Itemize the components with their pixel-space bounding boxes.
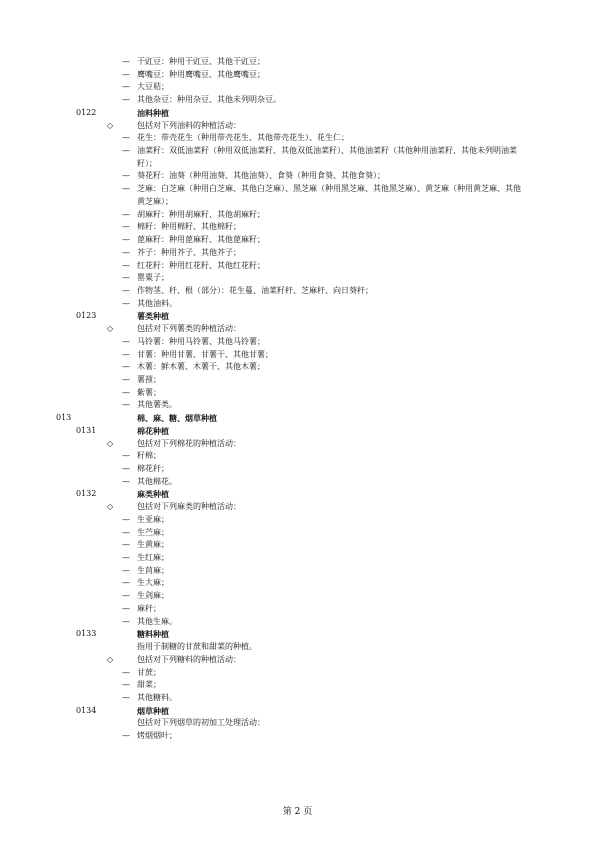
class-heading [0,488,595,501]
class-heading [0,628,595,641]
item-text: 芝麻：白芝麻（种用白芝麻、其他白芝麻）、黑芝麻（种用黑芝麻、其他黑芝麻）、黄芝麻（种用黄芝麻、其他黄芝麻）； [137,184,521,206]
class-code: 0134 [76,705,97,715]
dash-bullet: — [122,222,130,232]
list-item [0,374,595,387]
list-item [0,450,595,463]
class-code: 0132 [76,489,97,499]
list-item [0,717,595,730]
list-item [0,667,595,680]
class-code: 013 [56,413,72,423]
item-text: 生亚麻； [137,514,169,524]
dash-bullet: — [122,260,130,270]
item-text: 棉籽：种用棉籽、其他棉籽； [137,222,241,232]
list-item [0,170,595,183]
item-text: 作物茎、秆、根（部分）：花生蔓、油菜籽秆、芝麻秆、向日葵秆； [137,285,373,295]
item-text: 棉花秆； [137,464,169,473]
item-text: 鹰嘴豆：种用鹰嘴豆、其他鹰嘴豆； [137,69,265,79]
item-text: 包括对下列油料的种植活动： [137,120,241,130]
list-item [0,272,595,285]
class-code: 0131 [76,425,97,435]
item-text: 干豇豆：种用干豇豆、其他干豇豆； [137,57,265,66]
item-text: 紫薯； [137,387,161,397]
item-text: 生大麻； [137,578,169,588]
list-item [0,730,595,743]
dash-bullet: — [122,476,130,486]
class-title: 棉花种植 [137,425,169,436]
class-title: 烟草种植 [137,705,169,716]
item-text: 甘蔗； [137,667,161,677]
list-item [0,616,595,629]
item-text: 指用于制糖的甘蔗和甜菜的种植。 [137,642,257,652]
item-text: 胡麻籽：种用胡麻籽、其他胡麻籽； [137,209,265,219]
list-item [0,463,595,476]
item-text: 甜菜； [137,680,161,690]
list-item [0,654,595,667]
item-text: 木薯：鲜木薯、木薯干、其他木薯； [137,362,265,372]
list-item [0,349,595,362]
list-item [0,577,595,590]
list-item [0,692,595,705]
class-heading [0,107,595,120]
item-text: 花生：带壳花生（种用带壳花生、其他带壳花生）、花生仁； [137,133,349,143]
list-item [0,81,595,94]
class-heading [0,705,595,718]
dash-bullet: — [122,95,130,105]
class-code: 0123 [76,311,97,321]
list-item [0,501,595,514]
list-item [0,679,595,692]
item-text: 籽棉； [137,451,161,461]
item-text: 麻秆； [137,603,161,613]
dash-bullet: — [122,82,130,92]
item-text: 其他薯类。 [137,400,177,410]
item-text: 油菜籽：双低油菜籽（种用双低油菜籽、其他双低油菜籽）、其他油菜籽（其他种用油菜籽、其他未列明油菜籽）； [137,146,517,168]
list-item [0,145,595,170]
list-item [0,514,595,527]
list-item [0,590,595,603]
dash-bullet: — [122,273,130,283]
dash-bullet: — [122,69,130,79]
item-text: 其他棉花。 [137,476,177,486]
list-item [0,387,595,400]
list-item [0,552,595,565]
list-item [0,132,595,145]
class-code: 0122 [76,107,97,117]
list-item [0,527,595,540]
dash-bullet: — [122,616,130,626]
dash-bullet: — [122,540,130,550]
item-text: 其他生麻。 [137,616,177,626]
item-text: 马铃薯：种用马铃薯、其他马铃薯； [137,336,265,346]
list-item [0,539,595,552]
item-text: 包括对下列糖料的种植活动： [137,654,241,664]
dash-bullet: — [122,680,130,690]
dash-bullet: — [122,247,130,257]
dash-bullet: — [122,527,130,537]
class-title: 油料种植 [137,107,169,118]
item-text: 包括对下列烟草的初加工处理活动： [137,718,265,728]
dash-bullet: — [122,400,130,410]
class-title: 薯类种植 [137,311,169,322]
item-text: 包括对下列麻类的种植活动： [137,502,241,512]
dash-bullet: — [122,146,130,156]
diamond-bullet-icon: ◇ [107,324,114,334]
item-text: 包括对下列棉花的种植活动： [137,438,241,448]
list-item [0,565,595,578]
dash-bullet: — [122,235,130,245]
list-item [0,476,595,489]
dash-bullet: — [122,336,130,346]
dash-bullet: — [122,387,130,397]
list-item [0,285,595,298]
list-item [0,438,595,451]
list-item [0,641,595,654]
dash-bullet: — [122,578,130,588]
dash-bullet: — [122,667,130,677]
dash-bullet: — [122,514,130,524]
dash-bullet: — [122,603,130,613]
list-item [0,260,595,273]
list-item [0,209,595,222]
list-item [0,247,595,260]
dash-bullet: — [122,374,130,384]
list-item [0,183,595,208]
dash-bullet: — [122,133,130,143]
item-text: 其他油料。 [137,298,177,308]
list-item [0,603,595,616]
dash-bullet: — [122,184,130,194]
item-text: 薯蓣； [137,374,161,384]
class-title: 麻类种植 [137,489,169,500]
class-code: 0133 [76,629,97,639]
diamond-bullet-icon: ◇ [107,654,114,664]
class-title: 糖料种植 [137,629,169,640]
page-footer: 第 2 页 [282,807,313,817]
dash-bullet: — [122,464,130,473]
item-text: 生苘麻； [137,565,169,575]
item-text: 红花籽：种用红花籽、其他红花籽； [137,260,265,270]
dash-bullet: — [122,57,130,66]
item-text: 葵花籽：油葵（种用油葵、其他油葵）、食葵（种用食葵、其他食葵）； [137,171,385,181]
item-text: 甘薯：种用甘薯、甘薯干、其他甘薯； [137,349,273,359]
item-text: 罂粟子； [137,273,169,283]
dash-bullet: — [122,285,130,295]
item-text: 蓖麻籽：种用蓖麻籽、其他蓖麻籽； [137,235,265,245]
item-text: 其他糖料。 [137,692,177,702]
item-text: 大豆秸； [137,82,169,92]
dash-bullet: — [122,731,130,741]
dash-bullet: — [122,349,130,359]
item-text: 芥子：种用芥子、其他芥子； [137,247,241,257]
class-title: 棉、麻、糖、烟草种植 [137,413,217,424]
item-text: 生红麻； [137,553,169,563]
list-item [0,336,595,349]
list-item [0,69,595,82]
list-item [0,399,595,412]
class-heading [0,310,595,323]
dash-bullet: — [122,553,130,563]
diamond-bullet-icon: ◇ [107,120,114,130]
dash-bullet: — [122,209,130,219]
item-text: 生苎麻； [137,527,169,537]
list-item [0,56,595,69]
item-text: 烤烟烟叶； [137,731,177,741]
list-item [0,298,595,311]
dash-bullet: — [122,362,130,372]
list-item [0,94,595,107]
dash-bullet: — [122,692,130,702]
dash-bullet: — [122,171,130,181]
list-item [0,234,595,247]
dash-bullet: — [122,451,130,461]
item-text: 包括对下列薯类的种植活动： [137,324,241,334]
list-item [0,221,595,234]
dash-bullet: — [122,565,130,575]
item-text: 生黄麻； [137,540,169,550]
dash-bullet: — [122,591,130,601]
item-text: 生剑麻； [137,591,169,601]
class-heading [0,425,595,438]
diamond-bullet-icon: ◇ [107,438,114,448]
list-item [0,361,595,374]
list-item [0,323,595,336]
list-item [0,120,595,133]
dash-bullet: — [122,298,130,308]
document-body [0,56,595,743]
group-heading [0,412,595,425]
diamond-bullet-icon: ◇ [107,502,114,512]
item-text: 其他杂豆：种用杂豆、其他未列明杂豆。 [137,95,281,105]
